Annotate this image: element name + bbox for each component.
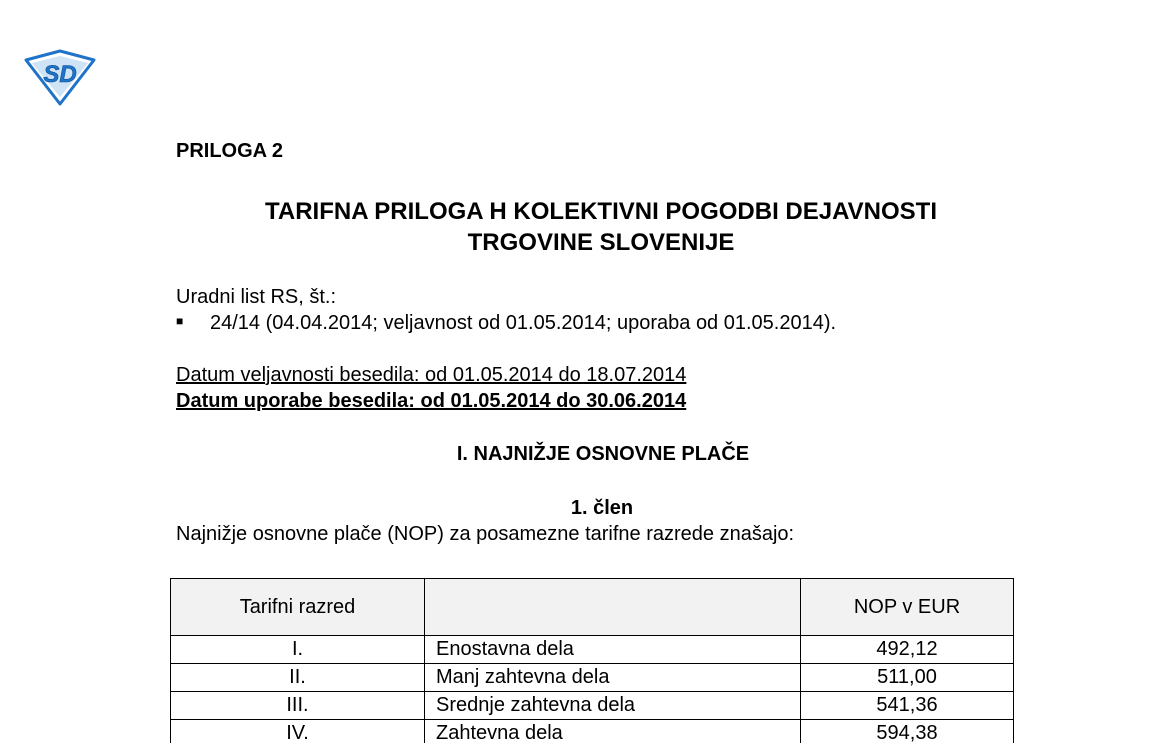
svg-text:SD: SD bbox=[43, 61, 77, 88]
document-title bbox=[171, 196, 1031, 258]
datum-veljavnosti-link[interactable]: Datum veljavnosti besedila: od 01.05.2014 do 18.07.2014 bbox=[176, 364, 687, 386]
cell-opis: Enostavna dela bbox=[425, 636, 801, 664]
table-header-row bbox=[171, 579, 1014, 636]
priloga-label: PRILOGA 2 bbox=[176, 140, 284, 162]
cell-nop: 511,00 bbox=[801, 664, 1014, 692]
title-line-2: TRGOVINE SLOVENIJE bbox=[467, 229, 735, 256]
cell-nop: 541,36 bbox=[801, 692, 1014, 720]
cell-razred: IV. bbox=[171, 720, 425, 743]
cell-opis: Manj zahtevna dela bbox=[425, 664, 801, 692]
article-intro: Najnižje osnovne plače (NOP) za posamezne tarifne razrede znašajo: bbox=[176, 523, 795, 545]
table-row bbox=[171, 720, 1014, 743]
header-nop: NOP v EUR bbox=[801, 579, 1014, 636]
uradni-list-item-text: 24/14 (04.04.2014; veljavnost od 01.05.2014; uporaba od 01.05.2014). bbox=[210, 312, 837, 334]
cell-razred: I. bbox=[171, 636, 425, 664]
cell-opis: Zahtevna dela bbox=[425, 720, 801, 743]
table-row bbox=[171, 636, 1014, 664]
header-tarifni-razred: Tarifni razred bbox=[171, 579, 425, 636]
cell-nop: 492,12 bbox=[801, 636, 1014, 664]
header-opis bbox=[425, 579, 801, 636]
uradni-list-item bbox=[176, 312, 836, 335]
datum-uporabe-link[interactable]: Datum uporabe besedila: od 01.05.2014 do 30.06.2014 bbox=[176, 390, 687, 412]
article-heading: 1. člen bbox=[570, 497, 634, 519]
cell-nop: 594,38 bbox=[801, 720, 1014, 743]
cell-razred: II. bbox=[171, 664, 425, 692]
title-line-1: TARIFNA PRILOGA H KOLEKTIVNI POGODBI DEJAVNOSTI bbox=[264, 198, 938, 225]
section-heading: I. NAJNIŽJE OSNOVNE PLAČE bbox=[456, 443, 750, 465]
nop-table bbox=[170, 578, 1014, 743]
uradni-list-label: Uradni list RS, št.: bbox=[176, 286, 337, 308]
table-row bbox=[171, 664, 1014, 692]
table-row bbox=[171, 692, 1014, 720]
cell-opis: Srednje zahtevna dela bbox=[425, 692, 801, 720]
sd-logo-icon bbox=[22, 48, 98, 106]
bullet-icon: ■ bbox=[176, 313, 184, 328]
cell-razred: III. bbox=[171, 692, 425, 720]
